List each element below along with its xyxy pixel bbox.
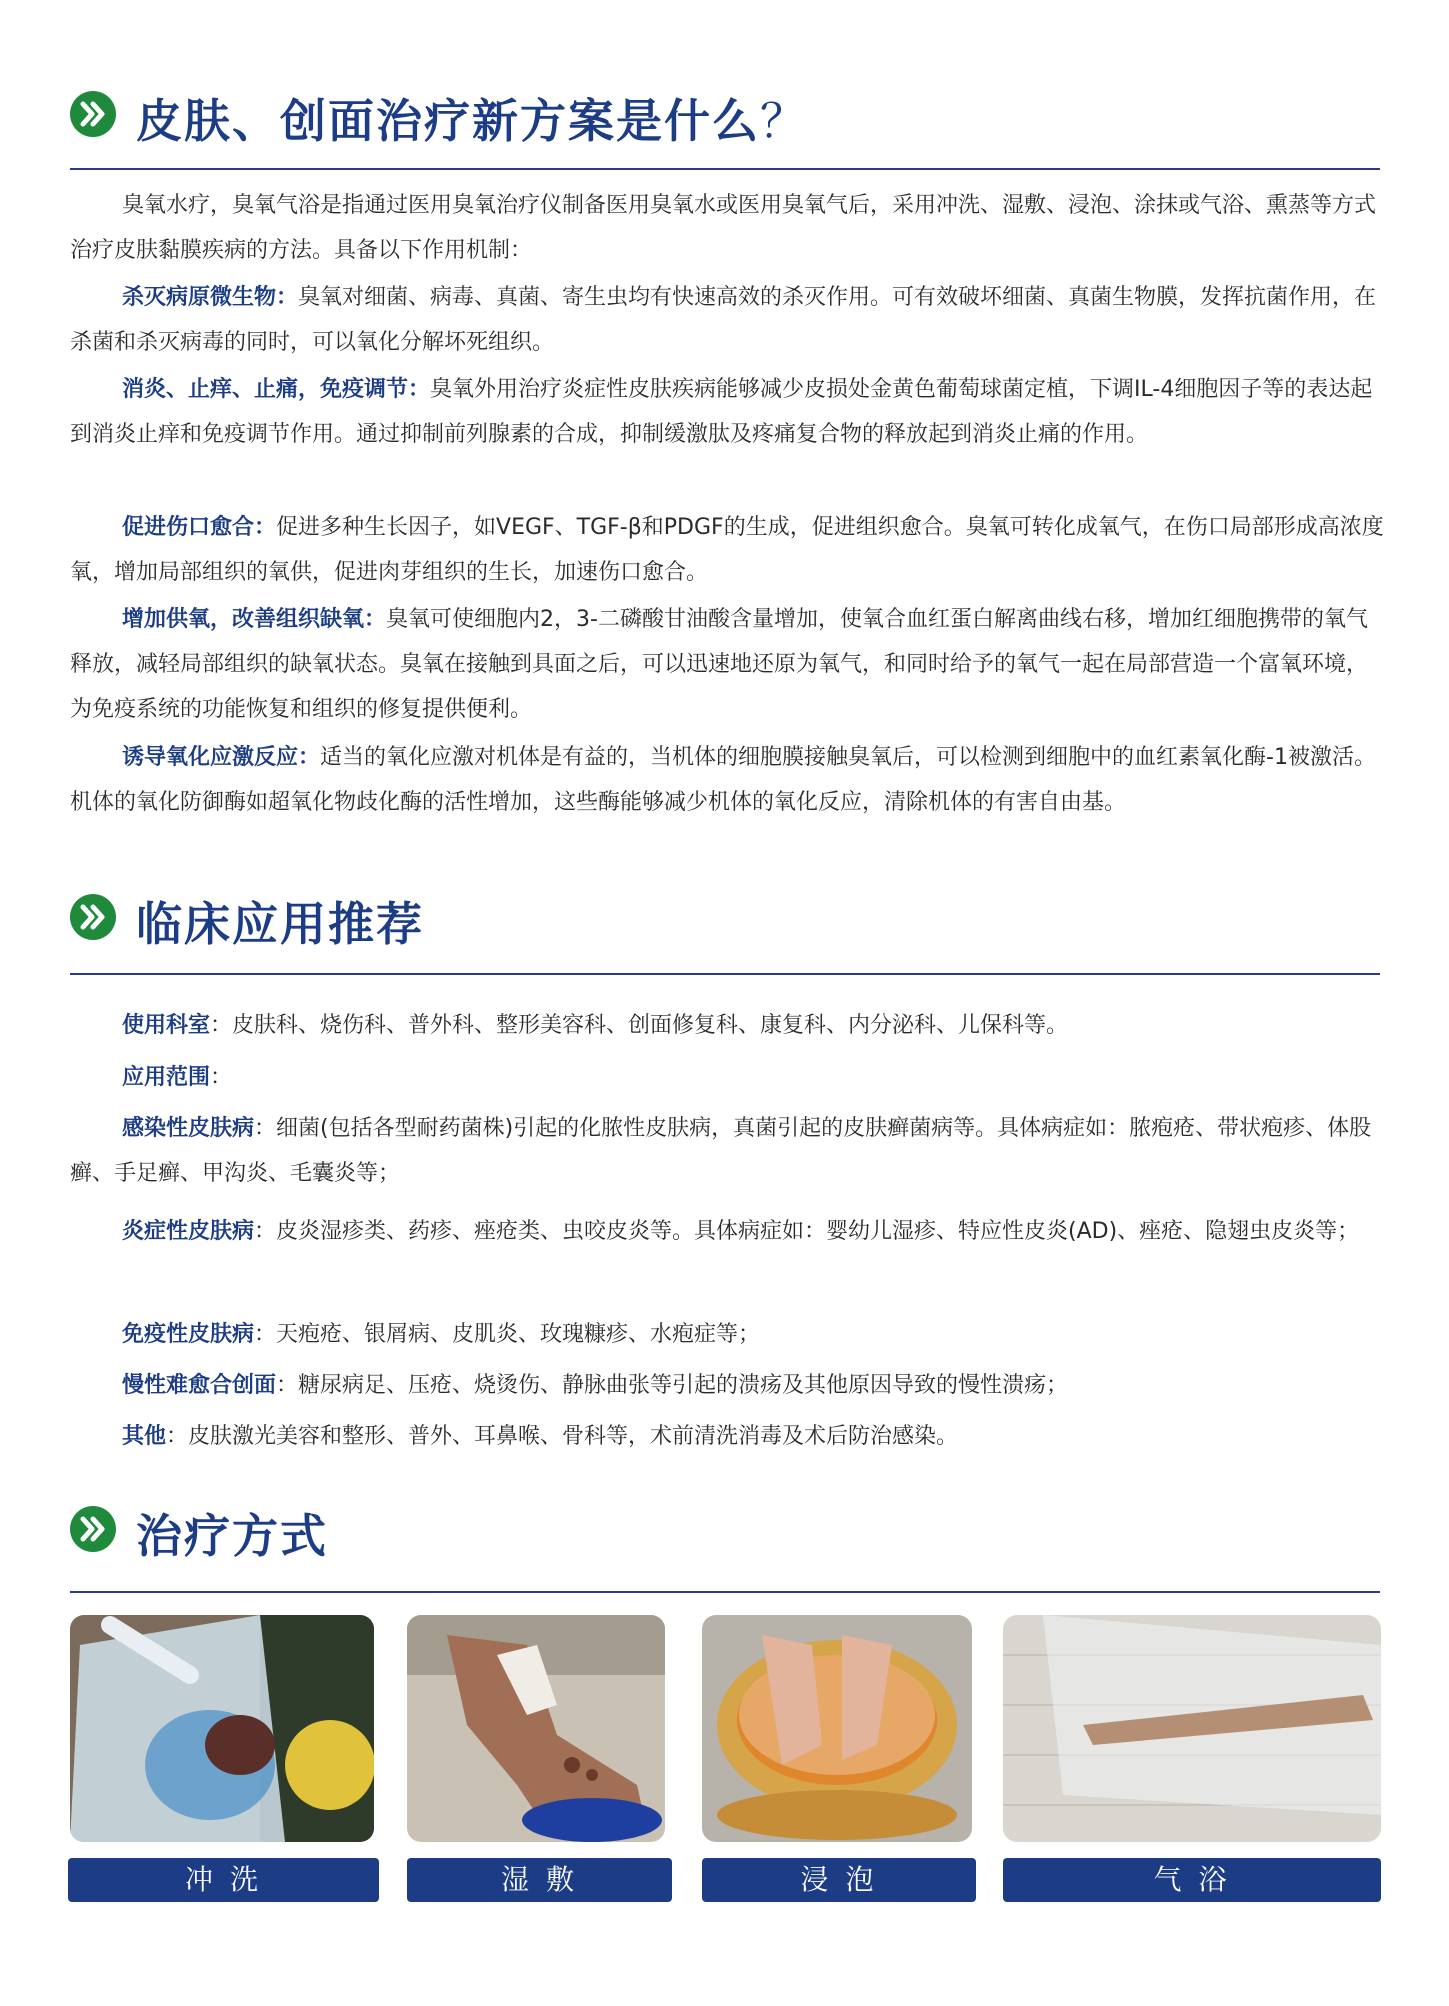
application-scope: 应用范围： — [122, 1065, 233, 1090]
section-divider — [70, 1591, 1380, 1593]
double-chevron-right-icon — [70, 894, 116, 940]
double-chevron-right-icon — [70, 1506, 116, 1552]
photo-soak — [702, 1615, 972, 1842]
mechanism-kill-pathogens: 杀灭病原微生物：臭氧对细菌、病毒、真菌、寄生虫均有快速高效的杀灭作用。可有效破坏细菌、真菌生物膜，发挥抗菌作用，在杀菌和杀灭病毒的同时，可以氧化分解坏死组织。 — [70, 285, 1377, 355]
section-divider — [70, 973, 1380, 975]
caption-gas-bath: 气 浴 — [1003, 1858, 1381, 1902]
departments: 使用科室：皮肤科、烧伤科、普外科、整形美容科、创面修复科、康复科、内分泌科、儿保科等。 — [122, 1013, 1069, 1038]
photo-rinse — [70, 1615, 374, 1842]
section-title-clinical: 临床应用推荐 — [136, 897, 424, 951]
caption-soak: 浸 泡 — [702, 1858, 976, 1902]
intro-paragraph: 臭氧水疗，臭氧气浴是指通过医用臭氧治疗仪制备医用臭氧水或医用臭氧气后，采用冲洗、湿敷、浸泡、涂抹或气浴、熏蒸等方式治疗皮肤黏膜疾病的方法。具备以下作用机制： — [70, 193, 1377, 263]
inflammatory-skin-disease: 炎症性皮肤病：皮炎湿疹类、药疹、痤疮类、虫咬皮炎等。具体病症如：婴幼儿湿疹、特应性皮炎(AD)、痤疮、隐翅虫皮炎等； — [122, 1219, 1360, 1244]
section-divider — [70, 168, 1380, 170]
infectious-skin-disease: 感染性皮肤病：细菌(包括各型耐药菌株)引起的化脓性皮肤病，真菌引起的皮肤癣菌病等。具体病症如：脓疱疮、带状疱疹、体股癣、手足癣、甲沟炎、毛囊炎等； — [70, 1116, 1372, 1186]
mechanism-oxygen-supply: 增加供氧，改善组织缺氧：臭氧可使细胞内2，3-二磷酸甘油酸含量增加，使氧合血红蛋白解离曲线右移，增加红细胞携带的氧气释放，减轻局部组织的缺氧状态。臭氧在接触到具面之后，可以迅速地还原为氧气，和同时给予的氧气一起在局部营造一个富氧环境，为免疫系统的功能恢复和组织的修复提供便利。 — [70, 607, 1369, 722]
caption-rinse: 冲 洗 — [68, 1858, 379, 1902]
section-title-what-is: 皮肤、创面治疗新方案是什么？ — [136, 94, 808, 148]
other-uses: 其他：皮肤激光美容和整形、普外、耳鼻喉、骨科等，术前清洗消毒及术后防治感染。 — [122, 1424, 959, 1449]
mechanism-oxidative-stress: 诱导氧化应激反应：适当的氧化应激对机体是有益的，当机体的细胞膜接触臭氧后，可以检测到细胞中的血红素氧化酶-1被激活。机体的氧化防御酶如超氧化物歧化酶的活性增加，这些酶能够减少机体的氧化反应，清除机体的有害自由基。 — [70, 745, 1376, 815]
photo-gas-bath — [1003, 1615, 1381, 1842]
section-title-treatment: 治疗方式 — [136, 1509, 328, 1563]
photo-wet-compress — [407, 1615, 665, 1842]
mechanism-anti-inflammatory: 消炎、止痒、止痛，免疫调节：臭氧外用治疗炎症性皮肤疾病能够减少皮损处金黄色葡萄球菌定植，下调IL-4细胞因子等的表达起到消炎止痒和免疫调节作用。通过抑制前列腺素的合成，抑制缓激肽及疼痛复合物的释放起到消炎止痛的作用。 — [70, 377, 1373, 447]
caption-wet-compress: 湿 敷 — [407, 1858, 672, 1902]
double-chevron-right-icon — [70, 91, 116, 137]
chronic-wounds: 慢性难愈合创面：糖尿病足、压疮、烧烫伤、静脉曲张等引起的溃疡及其他原因导致的慢性溃疡； — [122, 1373, 1069, 1398]
mechanism-wound-healing: 促进伤口愈合：促进多种生长因子，如VEGF、TGF-β和PDGF的生成，促进组织愈合。臭氧可转化成氧气，在伤口局部形成高浓度氧，增加局部组织的氧供，促进肉芽组织的生长，加速伤口愈合。 — [70, 515, 1384, 585]
immune-skin-disease: 免疫性皮肤病：天疱疮、银屑病、皮肌炎、玫瑰糠疹、水疱症等； — [122, 1322, 761, 1347]
